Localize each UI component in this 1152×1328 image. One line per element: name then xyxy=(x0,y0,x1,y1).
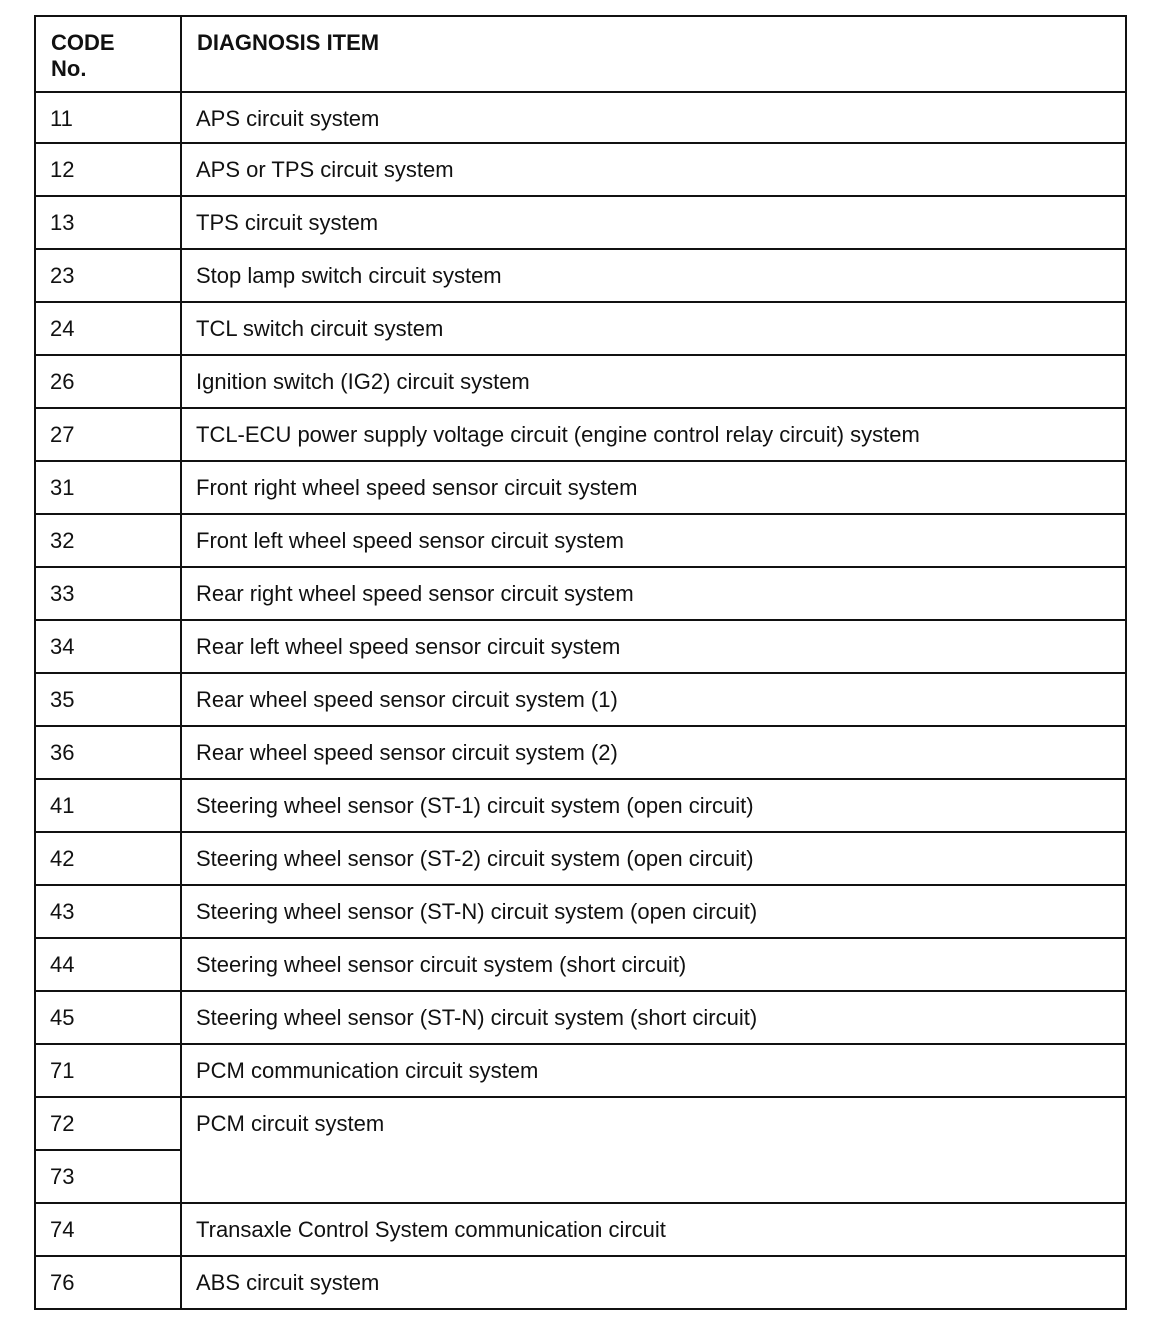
code-cell: 12 xyxy=(35,143,181,196)
table-row xyxy=(35,92,1126,143)
diagnosis-item-cell: Rear left wheel speed sensor circuit system xyxy=(181,620,1126,673)
diagnosis-item-cell: PCM communication circuit system xyxy=(181,1044,1126,1097)
diagnosis-item-header: DIAGNOSIS ITEM xyxy=(181,16,1126,92)
code-cell: 11 xyxy=(35,92,181,143)
table-row xyxy=(35,991,1126,1044)
table-row xyxy=(35,832,1126,885)
code-cell: 74 xyxy=(35,1203,181,1256)
code-cell: 34 xyxy=(35,620,181,673)
diagnosis-item-cell: Steering wheel sensor (ST-1) circuit system (open circuit) xyxy=(181,779,1126,832)
diagnosis-item-cell: Transaxle Control System communication circuit xyxy=(181,1203,1126,1256)
table-row xyxy=(35,1256,1126,1309)
diagnosis-item-cell: Steering wheel sensor circuit system (short circuit) xyxy=(181,938,1126,991)
code-cell: 32 xyxy=(35,514,181,567)
code-cell: 73 xyxy=(35,1150,181,1203)
code-cell: 71 xyxy=(35,1044,181,1097)
diagnosis-item-cell: ABS circuit system xyxy=(181,1256,1126,1309)
code-cell: 43 xyxy=(35,885,181,938)
code-cell: 36 xyxy=(35,726,181,779)
code-cell: 31 xyxy=(35,461,181,514)
code-header-line1: CODE xyxy=(51,30,115,55)
table-row xyxy=(35,1044,1126,1097)
diagnosis-item-cell: TPS circuit system xyxy=(181,196,1126,249)
diagnosis-item-cell: Rear right wheel speed sensor circuit system xyxy=(181,567,1126,620)
diagnosis-item-cell: PCM circuit system xyxy=(181,1097,1126,1203)
table-row xyxy=(35,1097,1126,1150)
table-row xyxy=(35,143,1126,196)
diagnosis-item-cell: Steering wheel sensor (ST-N) circuit system (short circuit) xyxy=(181,991,1126,1044)
code-cell: 23 xyxy=(35,249,181,302)
code-cell: 26 xyxy=(35,355,181,408)
diagnosis-item-cell: Steering wheel sensor (ST-2) circuit system (open circuit) xyxy=(181,832,1126,885)
diagnosis-item-cell: APS circuit system xyxy=(181,92,1126,143)
code-cell: 41 xyxy=(35,779,181,832)
table-row xyxy=(35,408,1126,461)
table-row xyxy=(35,567,1126,620)
code-cell: 42 xyxy=(35,832,181,885)
diagnosis-item-cell: Rear wheel speed sensor circuit system (2) xyxy=(181,726,1126,779)
table-row xyxy=(35,1203,1126,1256)
table-row xyxy=(35,938,1126,991)
diagnosis-item-cell: TCL switch circuit system xyxy=(181,302,1126,355)
table-row xyxy=(35,514,1126,567)
code-cell: 72 xyxy=(35,1097,181,1150)
code-header-line2: No. xyxy=(51,56,87,81)
code-cell: 45 xyxy=(35,991,181,1044)
diagnosis-code-table xyxy=(34,15,1127,1310)
table-row xyxy=(35,885,1126,938)
code-number-header xyxy=(35,16,181,92)
table-row xyxy=(35,461,1126,514)
table-row xyxy=(35,779,1126,832)
diagnosis-item-cell: Rear wheel speed sensor circuit system (1) xyxy=(181,673,1126,726)
table-row xyxy=(35,196,1126,249)
table-header-row xyxy=(35,16,1126,92)
table-row xyxy=(35,726,1126,779)
table-row xyxy=(35,673,1126,726)
diagnosis-item-cell: APS or TPS circuit system xyxy=(181,143,1126,196)
code-cell: 35 xyxy=(35,673,181,726)
code-cell: 27 xyxy=(35,408,181,461)
code-cell: 24 xyxy=(35,302,181,355)
diagnosis-item-cell: TCL-ECU power supply voltage circuit (engine control relay circuit) system xyxy=(181,408,1126,461)
code-cell: 33 xyxy=(35,567,181,620)
table-row xyxy=(35,249,1126,302)
table-row xyxy=(35,302,1126,355)
table-row xyxy=(35,620,1126,673)
diagnosis-item-cell: Front right wheel speed sensor circuit system xyxy=(181,461,1126,514)
diagnosis-item-cell: Ignition switch (IG2) circuit system xyxy=(181,355,1126,408)
table-row xyxy=(35,355,1126,408)
diagnosis-item-cell: Steering wheel sensor (ST-N) circuit system (open circuit) xyxy=(181,885,1126,938)
code-cell: 44 xyxy=(35,938,181,991)
diagnosis-item-cell: Stop lamp switch circuit system xyxy=(181,249,1126,302)
code-cell: 76 xyxy=(35,1256,181,1309)
diagnosis-item-cell: Front left wheel speed sensor circuit system xyxy=(181,514,1126,567)
code-cell: 13 xyxy=(35,196,181,249)
